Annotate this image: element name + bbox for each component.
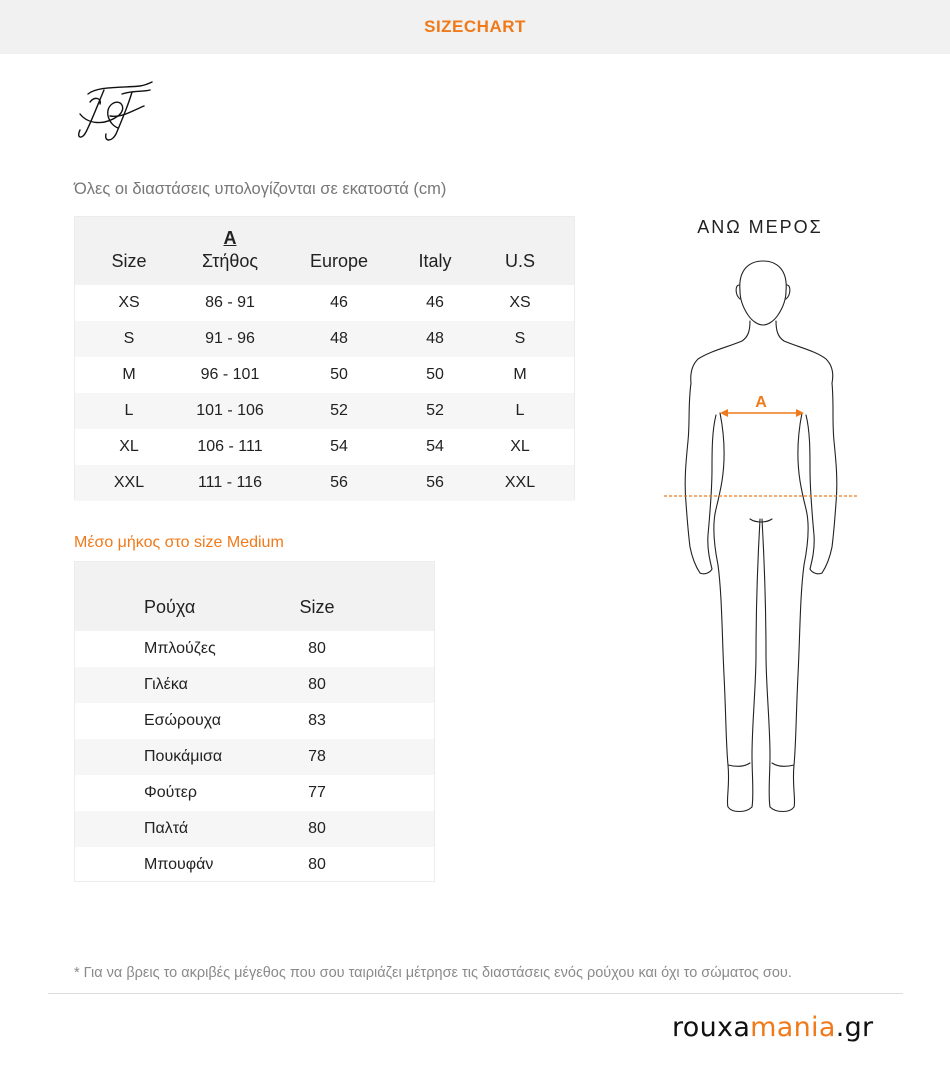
brand-monogram-logo [74,80,156,146]
cell-us: M [513,366,527,383]
cell-chest: 101 - 106 [196,402,264,419]
size-table-row [75,393,574,429]
cell-us: XXL [504,474,536,491]
cell-size: L [124,402,134,419]
cell-chest: 91 - 96 [205,330,255,347]
cell-italy: 46 [426,294,444,311]
size-table-row [75,429,574,465]
cell-italy: 56 [426,474,444,491]
cell-chest: 106 - 111 [197,438,263,455]
cell-us: L [515,402,525,419]
cell-europe: 54 [330,438,348,455]
units-note: Όλες οι διαστάσεις υπολογίζονται σε εκατοστά (cm) [74,180,447,198]
cell-length: 80 [308,820,326,837]
cell-chest: 96 - 101 [200,366,260,383]
header-size: Size [111,251,147,271]
size-table-row [75,357,574,393]
length-table-header [75,562,434,631]
page-title: SIZECHART [424,17,526,36]
cell-length: 80 [308,676,326,693]
footnote: * Για να βρεις το ακριβές μέγεθος που σου ταιριάζει μέτρησε τις διαστάσεις ενός ρούχου και όχι το σώματος σου. [74,965,792,981]
length-table-row [75,631,434,667]
cell-garment: Μπουφάν [144,856,214,873]
length-section-title: Μέσο μήκος στο size Medium [74,534,284,551]
body-outline-figure [650,255,870,825]
cell-length: 80 [308,856,326,873]
cell-length: 80 [308,640,326,657]
cell-us: S [514,330,526,347]
brand-part-rouxa: rouxa [672,1012,751,1043]
length-table-row [75,775,434,811]
cell-garment: Παλτά [144,820,189,837]
cell-garment: Μπλούζες [144,640,216,657]
size-table-row [75,465,574,501]
cell-italy: 54 [426,438,444,455]
cell-size: XXL [113,474,145,491]
size-table [74,216,575,500]
footer-divider [48,993,903,994]
cell-italy: 48 [426,330,444,347]
length-table-row [75,847,434,883]
cell-us: XS [509,294,531,311]
cell-size: XS [118,294,140,311]
cell-size: M [122,366,136,383]
cell-italy: 52 [426,402,444,419]
cell-garment: Γιλέκα [144,676,188,693]
length-table-row [75,739,434,775]
length-table-row [75,811,434,847]
figure-marker-label: A [755,394,767,411]
figure-title: ΑΝΩ ΜΕΡΟΣ [697,217,823,237]
length-table-row [75,667,434,703]
top-header-bar [0,0,950,54]
size-table-row [75,321,574,357]
rouxamania-logo[interactable] [672,1012,873,1043]
cell-us: XL [510,438,530,455]
header-us: U.S [504,251,535,271]
size-table-header [75,217,574,285]
header-chest: Στήθος [201,251,259,271]
cell-europe: 50 [330,366,348,383]
header-measure-letter: A [223,228,237,248]
brand-part-mania: mania [750,1012,836,1043]
cell-europe: 56 [330,474,348,491]
header-italy: Italy [418,251,452,271]
cell-chest: 86 - 91 [205,294,255,311]
cell-europe: 52 [330,402,348,419]
cell-length: 78 [308,748,326,765]
cell-size: S [123,330,135,347]
cell-length: 83 [308,712,326,729]
header-length-size: Size [299,597,335,617]
cell-length: 77 [308,784,326,801]
length-table [74,561,435,882]
cell-italy: 50 [426,366,444,383]
cell-europe: 46 [330,294,348,311]
cell-garment: Εσώρουχα [144,712,222,729]
length-table-row [75,703,434,739]
brand-part-gr: .gr [835,1012,874,1043]
cell-garment: Πουκάμισα [144,748,223,765]
cell-size: XL [119,438,139,455]
header-europe: Europe [309,251,369,271]
cell-europe: 48 [330,330,348,347]
header-item: Ρούχα [144,597,196,617]
cell-garment: Φούτερ [144,784,197,801]
size-table-row [75,285,574,321]
cell-chest: 111 - 116 [197,474,263,491]
